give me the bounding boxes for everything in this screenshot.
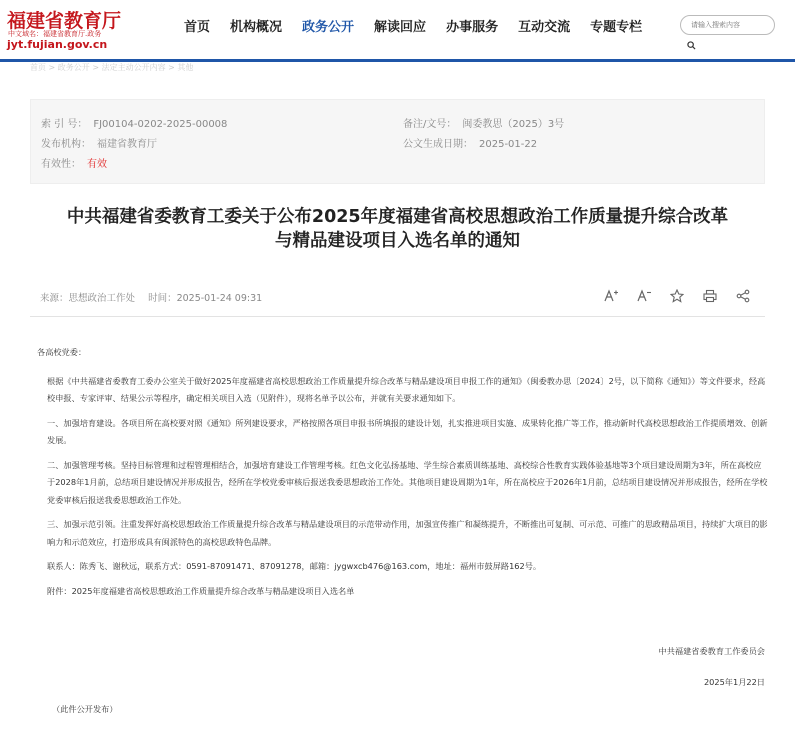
site-logo-subtitle: 中文域名：福建省教育厅.政务 — [8, 30, 102, 38]
meta-validity — [41, 155, 107, 170]
font-increase-icon[interactable] — [604, 289, 618, 303]
site-header — [0, 0, 795, 62]
site-logo-domain[interactable]: jyt.fujian.gov.cn — [7, 38, 108, 51]
article-title-line-1: 中共福建省委教育工委关于公布2025年度福建省高校思想政治工作质量提升综合改革 — [66, 207, 729, 227]
article-paragraph-3: 二、加强管理考核。坚持目标管理和过程管理相结合，加强培育建设工作管理考核。红色文化弘扬基地、学生综合素质训练基地、高校综合性教育实践体验基地等3个项目建设周期为3年，所在高校应于2028年1月前，总结项目建设情况并形成报告，经所在学校党委审核后报送我委思想政治工作处。其他项目建设周期为1年，所在高校应于2026年1月前，总结项目建设情况并形成报告，经所在学校党委审核后报送我委思想政治工作处。 — [47, 459, 768, 505]
article-tools — [604, 289, 769, 303]
article-paragraph-4: 三、加强示范引领。注重发挥好高校思想政治工作质量提升综合改革与精品建设项目的示范带动作用，加强宣传推广和凝练提升，不断推出可复制、可示范、可推广的思政精品项目，持续扩大项目的影响力和示范效应，打造形成具有闽派特色的高校思政特色品牌。 — [47, 519, 768, 547]
nav-about[interactable]: 机构概况 — [230, 20, 283, 35]
article-contact: 联系人：陈秀飞、谢秋远，联系方式：0591-87091471、87091278，邮箱：jygwxcb476@163.com，地址：福州市鼓屏路162号。 — [47, 561, 542, 571]
meta-publisher — [41, 135, 157, 150]
article-title — [30, 205, 765, 253]
article-sign-date: 2025年1月22日 — [703, 677, 765, 687]
meta-index — [41, 115, 227, 130]
nav-services[interactable]: 办事服务 — [446, 20, 499, 35]
meta-doc-no-label: 备注/文号： — [403, 119, 457, 130]
time-label: 时间： — [148, 293, 177, 304]
meta-index-label: 索 引 号： — [41, 119, 88, 130]
meta-publisher-value: 福建省教育厅 — [97, 139, 157, 150]
site-logo-title[interactable]: 福建省教育厅 — [7, 10, 122, 32]
article-paragraph-1: 根据《中共福建省委教育工委办公室关于做好2025年度福建省高校思想政治工作质量提升综合改革与精品建设项目申报工作的通知》（闽委教办思〔2024〕2号，以下简称《通知》）等文件要求，经高校申报、专家评审、结果公示等程序，确定相关项目入选（见附件），现将名单予以公布，并就有关要求通知如下。 — [47, 375, 766, 403]
source-value: 思想政治工作处 — [68, 293, 136, 304]
search-icon[interactable] — [687, 41, 696, 50]
share-icon[interactable] — [736, 289, 750, 303]
content-divider — [30, 316, 765, 317]
article-attachment[interactable]: 附件：2025年度福建省高校思想政治工作质量提升综合改革与精品建设项目入选名单 — [47, 585, 355, 596]
meta-doc-no-value: 闽委教思（2025）3号 — [462, 119, 565, 130]
meta-validity-value: 有效 — [87, 159, 107, 170]
print-icon[interactable] — [703, 289, 717, 303]
nav-topics[interactable]: 专题专栏 — [590, 20, 643, 35]
nav-interaction[interactable]: 互动交流 — [518, 20, 571, 35]
breadcrumb[interactable]: 首页 > 政务公开 > 法定主动公开内容 > 其他 — [30, 63, 194, 72]
article-title-line-2: 与精品建设项目入选名单的通知 — [275, 231, 520, 251]
source-label: 来源： — [40, 293, 69, 304]
meta-publisher-label: 发布机构： — [41, 139, 91, 150]
article-paragraph-2: 一、加强培育建设。各项目所在高校要对照《通知》所列建设要求，严格按照各项目申报书所填报的建设计划，扎实推进项目实施、成果转化推广等工作，推动新时代高校思想政治工作提质增效、创新发展。 — [47, 417, 768, 445]
nav-home[interactable]: 首页 — [184, 20, 211, 35]
time-value: 2025-01-24 09:31 — [176, 293, 263, 304]
meta-index-value: FJ00104-0202-2025-00008 — [93, 119, 228, 130]
meta-date-value: 2025-01-22 — [479, 139, 538, 150]
article-body — [37, 344, 769, 607]
nav-interpretation[interactable]: 解读回应 — [374, 20, 427, 35]
meta-date-label: 公文生成日期： — [403, 139, 473, 150]
nav-open-gov[interactable]: 政务公开 — [302, 20, 355, 35]
search-input[interactable] — [680, 15, 775, 35]
article-salutation: 各高校党委： — [37, 347, 87, 357]
article-signature: 中共福建省委教育工作委员会 — [658, 646, 765, 656]
meta-date — [403, 135, 537, 150]
meta-validity-label: 有效性： — [41, 159, 81, 170]
article-publish-note: （此件公开发布） — [52, 704, 118, 714]
document-meta-panel — [30, 99, 765, 184]
meta-doc-no — [403, 115, 564, 130]
favorite-star-icon[interactable] — [670, 289, 684, 303]
main-nav — [184, 16, 662, 35]
font-decrease-icon[interactable] — [637, 289, 651, 303]
article-source-row — [40, 290, 262, 304]
